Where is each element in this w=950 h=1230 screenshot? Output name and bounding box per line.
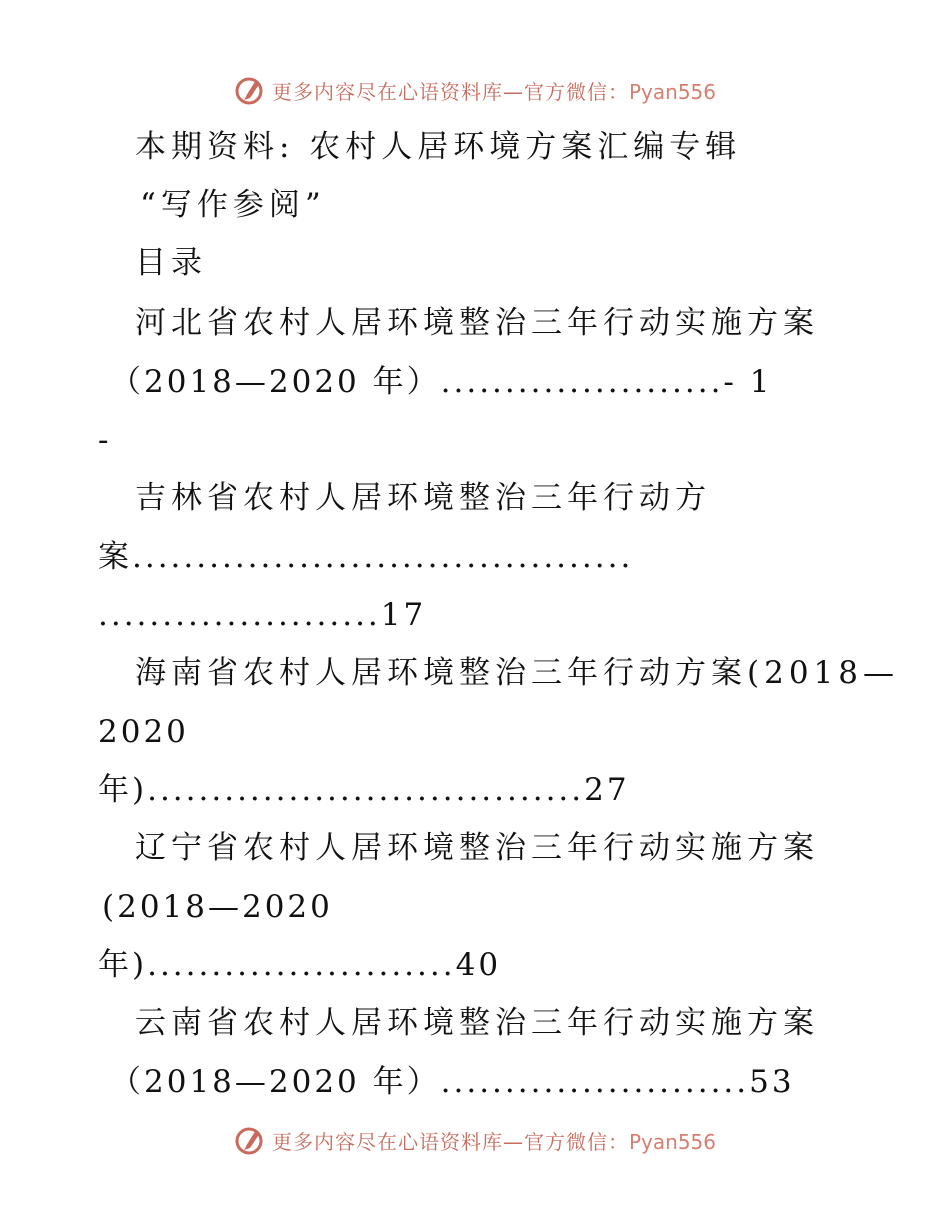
toc-item-hebei-page-cont: - xyxy=(98,422,114,458)
toc-item-jilin-leader[interactable]: 案....................................... xyxy=(98,539,634,575)
banner-wechat-id: Pyan556 xyxy=(628,79,716,104)
footer-banner xyxy=(0,1120,950,1160)
toc-item-hebei-leader[interactable]: （2018—2020 年）......................- 1 xyxy=(110,364,773,400)
banner-wechat-label: 官方微信： xyxy=(523,1129,629,1154)
toc-item-jilin-title[interactable]: 吉林省农村人居环境整治三年行动方 xyxy=(135,480,711,516)
toc-item-yunnan-title[interactable]: 云南省农村人居环境整治三年行动实施方案 xyxy=(135,1005,819,1041)
toc-item-jilin-page[interactable]: ......................17 xyxy=(98,597,427,633)
banner-site-name: 更多内容尽在心语资料库 xyxy=(271,79,503,104)
toc-item-liaoning-page[interactable]: 年)........................40 xyxy=(98,947,502,983)
toc-item-hainan-title[interactable]: 海南省农村人居环境整治三年行动方案(2018— xyxy=(135,655,899,691)
toc-item-liaoning-year[interactable]: (2018—2020 xyxy=(102,889,333,925)
banner-wechat-id: Pyan556 xyxy=(628,1129,716,1154)
banner-separator: — xyxy=(502,79,524,104)
banner-wechat-label: 官方微信： xyxy=(523,79,629,104)
banner-text xyxy=(272,1126,716,1155)
pen-logo-icon xyxy=(234,1124,266,1156)
pen-logo-icon xyxy=(234,74,266,106)
toc-item-hainan-year[interactable]: 2020 xyxy=(98,714,189,750)
series-title: “写作参阅” xyxy=(140,187,326,223)
issue-title: 本期资料: 农村人居环境方案汇编专辑 xyxy=(135,129,742,165)
toc-item-liaoning-title[interactable]: 辽宁省农村人居环境整治三年行动实施方案 xyxy=(135,830,819,866)
toc-item-hainan-page[interactable]: 年)..................................27 xyxy=(98,772,630,808)
toc-title: 目录 xyxy=(135,245,207,281)
banner-separator: — xyxy=(502,1129,524,1154)
toc-item-yunnan-leader[interactable]: （2018—2020 年）........................53 xyxy=(110,1064,795,1100)
banner-site-name: 更多内容尽在心语资料库 xyxy=(271,1129,503,1154)
banner-text xyxy=(272,76,716,105)
toc-item-hebei-title[interactable]: 河北省农村人居环境整治三年行动实施方案 xyxy=(135,305,819,341)
header-banner xyxy=(0,70,950,110)
